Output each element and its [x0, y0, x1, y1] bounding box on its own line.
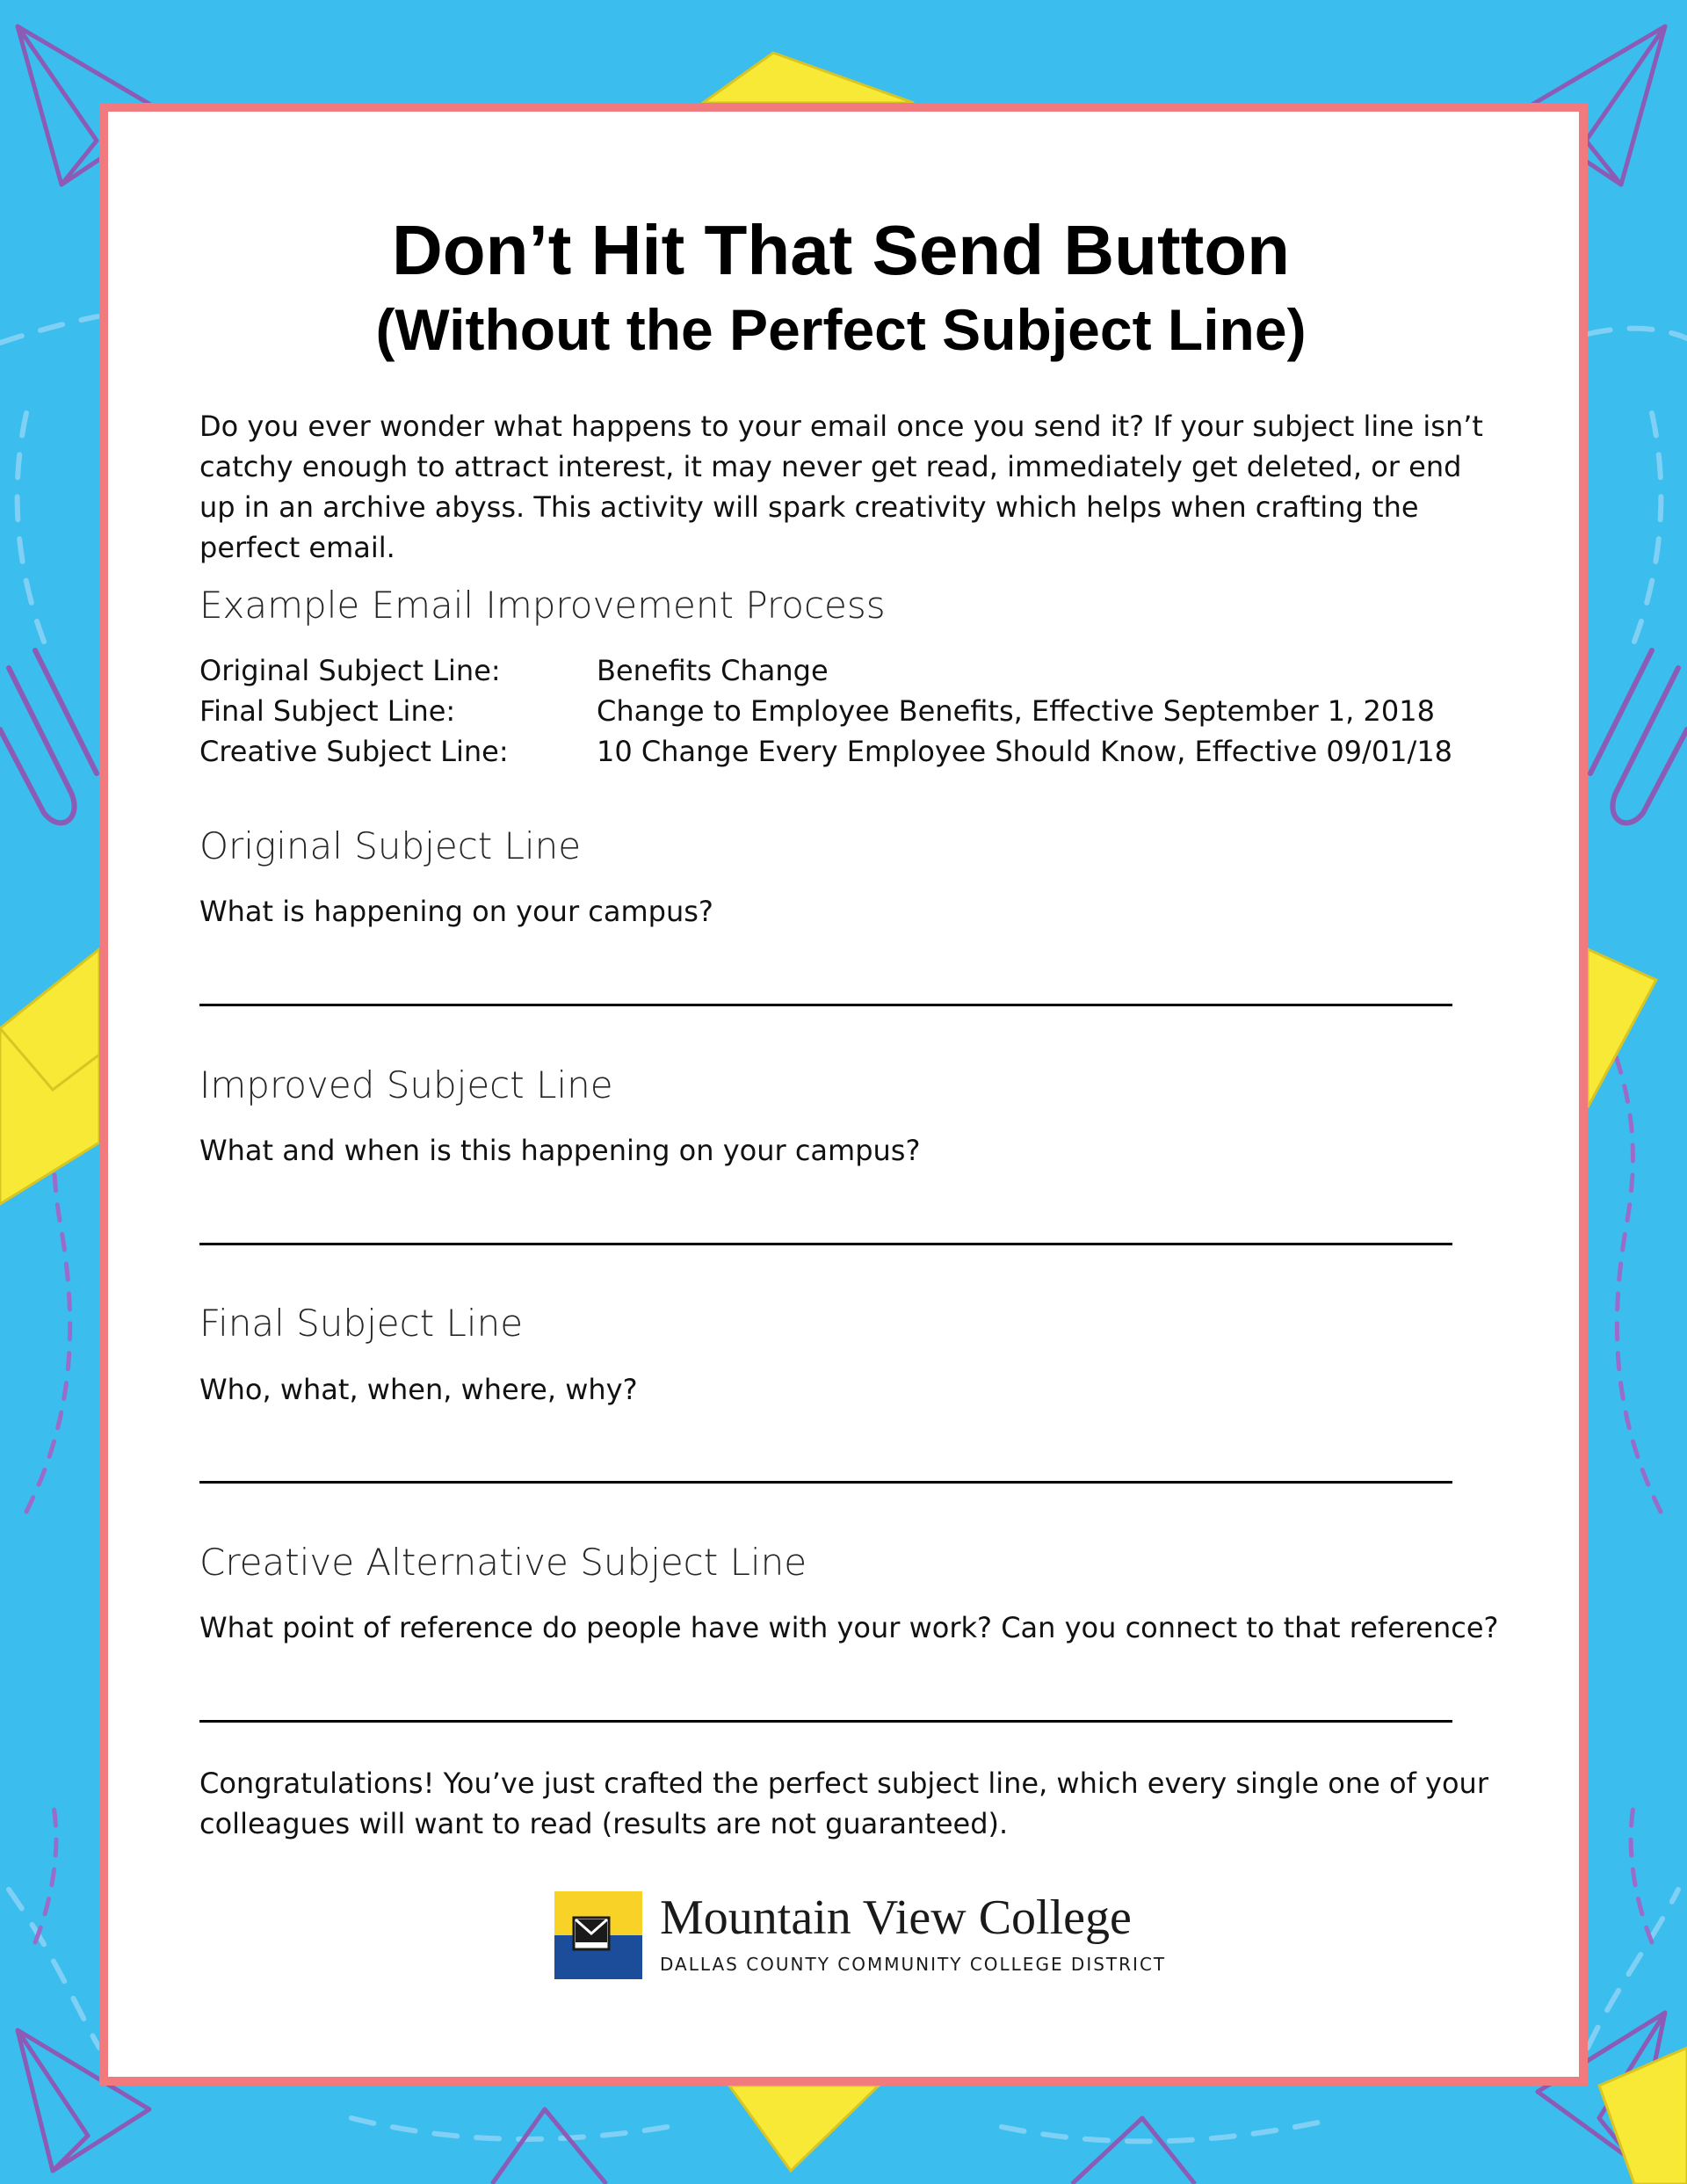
answer-line-improved[interactable]	[199, 1243, 1452, 1245]
example-row	[199, 691, 1435, 731]
envelope-icon	[554, 1891, 642, 1979]
answer-line-final[interactable]	[199, 1481, 1452, 1484]
page-subtitle: (Without the Perfect Subject Line)	[375, 297, 1307, 362]
college-logo	[554, 1891, 1166, 1979]
worksheet-page	[99, 103, 1588, 2086]
example-label: Final Subject Line:	[199, 694, 456, 728]
logo-text	[660, 1891, 1166, 1977]
section-heading-creative: Creative Alternative Subject Line	[199, 1541, 807, 1584]
example-value: Change to Employee Benefits, Effective September 1, 2018	[597, 694, 1435, 728]
example-value: 10 Change Every Employee Should Know, Effective 09/01/18	[597, 735, 1453, 768]
example-heading: Example Email Improvement Process	[199, 584, 886, 627]
example-label: Original Subject Line:	[199, 654, 501, 687]
section-prompt-final: Who, what, when, where, why?	[199, 1373, 638, 1406]
page-title: Don’t Hit That Send Button	[391, 211, 1291, 289]
section-heading-improved: Improved Subject Line	[199, 1063, 613, 1107]
example-value: Benefits Change	[597, 654, 829, 687]
section-heading-original: Original Subject Line	[199, 824, 582, 867]
example-label: Creative Subject Line:	[199, 735, 509, 768]
section-prompt-improved: What and when is this happening on your campus?	[199, 1134, 921, 1167]
example-row	[199, 731, 1452, 772]
section-prompt-original: What is happening on your campus?	[199, 895, 713, 928]
section-heading-final: Final Subject Line	[199, 1302, 524, 1345]
closing-paragraph: Congratulations! You’ve just crafted the perfect subject line, which every single one of your colleagues will want to read (results are not guaranteed).	[199, 1767, 1488, 1840]
example-row	[199, 650, 829, 691]
intro-paragraph: Do you ever wonder what happens to your email once you send it? If your subject line isn’t catchy enough to attract interest, it may never get read, immediately get deleted, or end up in an archive abyss. This activity will spark creativity which helps when crafting the perfect email.	[199, 410, 1483, 564]
answer-line-creative[interactable]	[199, 1720, 1452, 1723]
answer-line-original[interactable]	[199, 1004, 1452, 1006]
college-tagline: DALLAS COUNTY COMMUNITY COLLEGE DISTRICT	[660, 1954, 1167, 1975]
title-block	[108, 208, 1579, 366]
college-name: Mountain View College	[660, 1890, 1132, 1945]
section-prompt-creative: What point of reference do people have with your work? Can you connect to that reference?	[199, 1611, 1499, 1644]
